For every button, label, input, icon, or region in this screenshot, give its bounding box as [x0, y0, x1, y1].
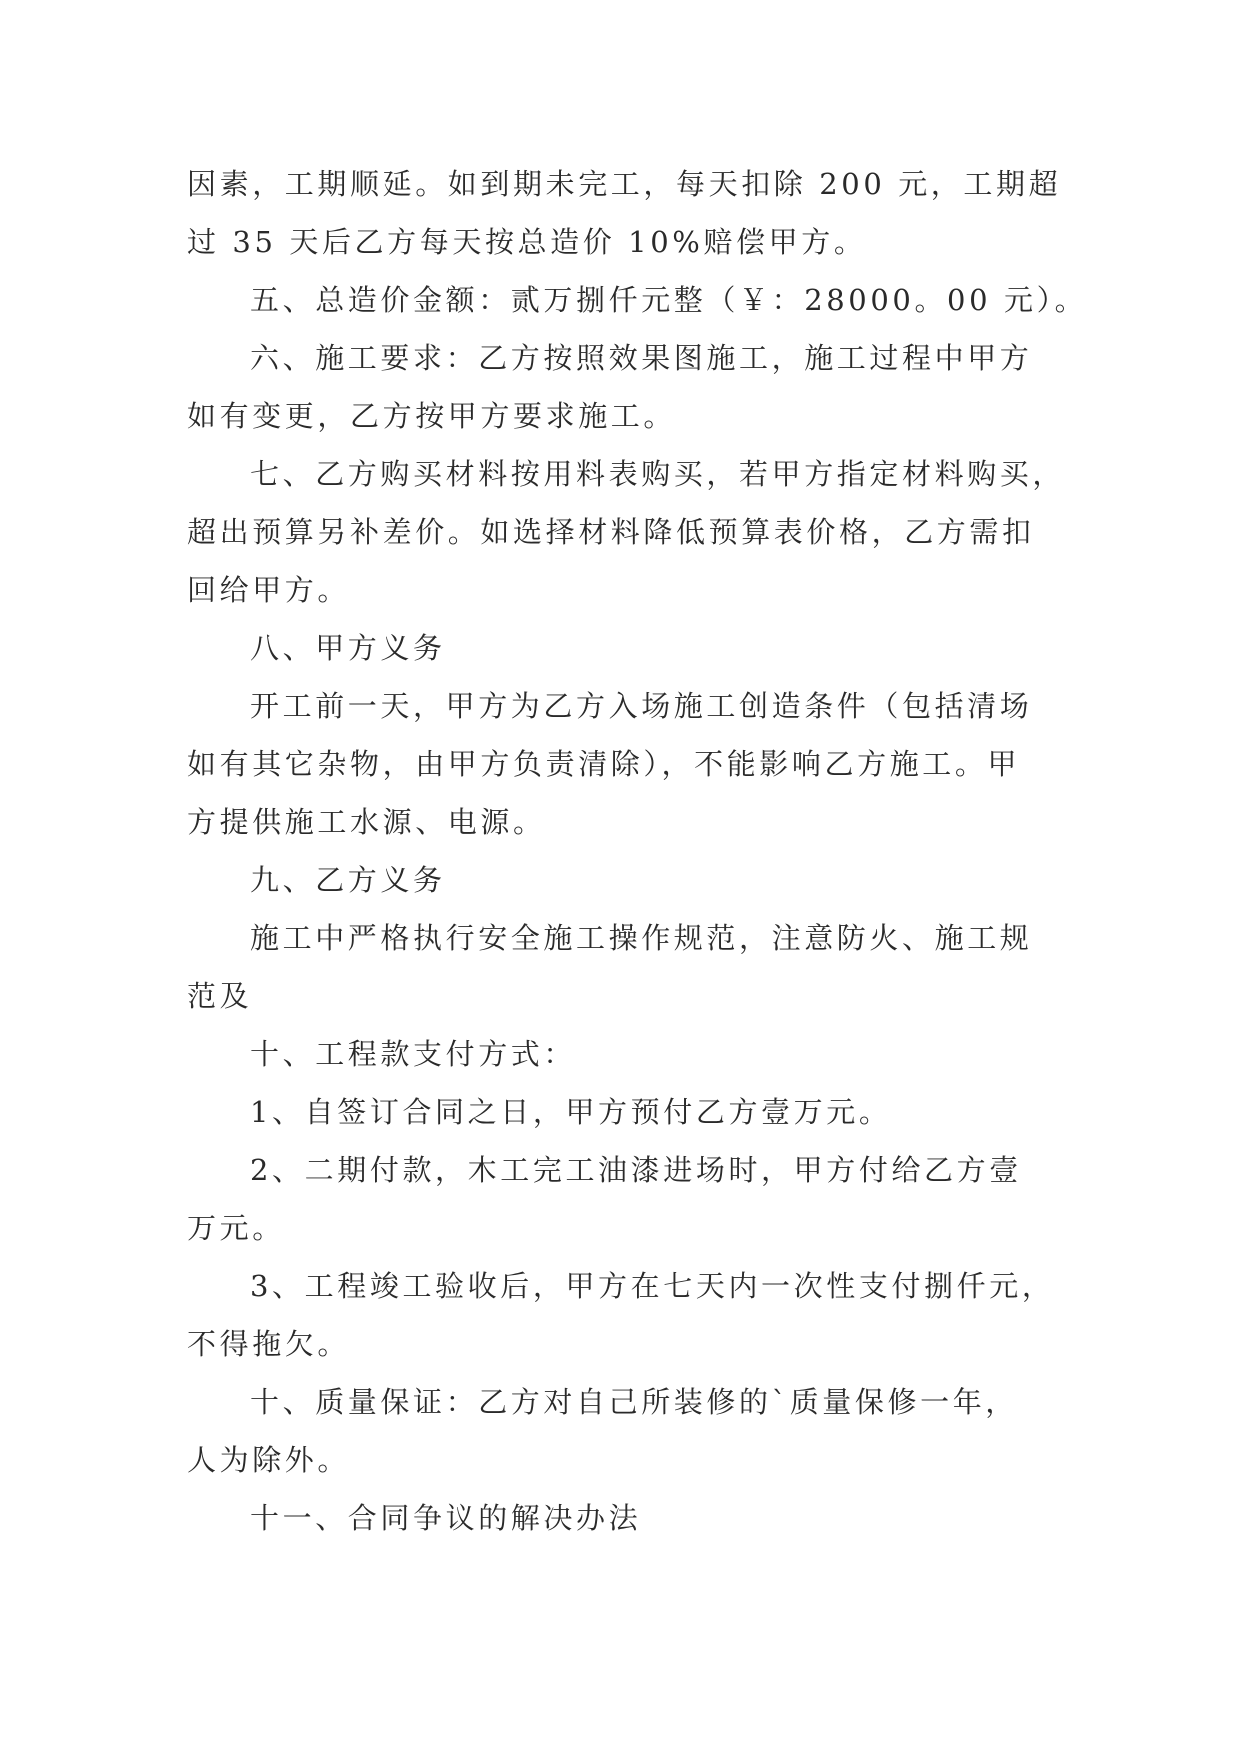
- clause-materials: 七、乙方购买材料按用料表购买，若甲方指定材料购买，: [250, 457, 1066, 491]
- section-heading-party-b-obligations: 九、乙方义务: [250, 863, 446, 897]
- section-heading-payment-method: 十、工程款支付方式：: [250, 1037, 577, 1071]
- paragraph-line: 范及: [187, 979, 253, 1013]
- clause-construction-requirements: 六、施工要求：乙方按照效果图施工，施工过程中甲方: [250, 341, 1033, 375]
- paragraph-line: 如有变更，乙方按甲方要求施工。: [187, 399, 677, 433]
- paragraph-line: 因素，工期顺延。如到期未完工，每天扣除 200 元，工期超: [187, 167, 1062, 201]
- paragraph-line: 如有其它杂物，由甲方负责清除），不能影响乙方施工。甲: [187, 747, 1021, 781]
- paragraph-line: 不得拖欠。: [187, 1327, 351, 1361]
- section-heading-party-a-obligations: 八、甲方义务: [250, 631, 446, 665]
- paragraph-line: 过 35 天后乙方每天按总造价 10%赔偿甲方。: [187, 225, 867, 259]
- payment-item-1: 1、自签订合同之日，甲方预付乙方壹万元。: [250, 1095, 892, 1129]
- section-heading-dispute-resolution: 十一、合同争议的解决办法: [250, 1501, 642, 1535]
- paragraph-line: 人为除外。: [187, 1443, 351, 1477]
- paragraph-line: 施工中严格执行安全施工操作规范，注意防火、施工规: [250, 921, 1033, 955]
- document-body: [187, 155, 1088, 1547]
- payment-item-2: 2、二期付款，木工完工油漆进场时，甲方付给乙方壹: [250, 1153, 1022, 1187]
- paragraph-line: 超出预算另补差价。如选择材料降低预算表价格，乙方需扣: [187, 515, 1035, 549]
- paragraph-line: 开工前一天，甲方为乙方入场施工创造条件（包括清场: [250, 689, 1033, 723]
- clause-quality-warranty: 十、质量保证：乙方对自己所装修的`质量保修一年，: [250, 1385, 1018, 1419]
- paragraph-line: 万元。: [187, 1211, 285, 1245]
- payment-item-3: 3、工程竣工验收后，甲方在七天内一次性支付捌仟元，: [250, 1269, 1055, 1303]
- paragraph-line: 方提供施工水源、电源。: [187, 805, 546, 839]
- clause-total-price: 五、总造价金额：贰万捌仟元整（￥：28000。00 元）。: [250, 283, 1088, 317]
- paragraph-line: 回给甲方。: [187, 573, 351, 607]
